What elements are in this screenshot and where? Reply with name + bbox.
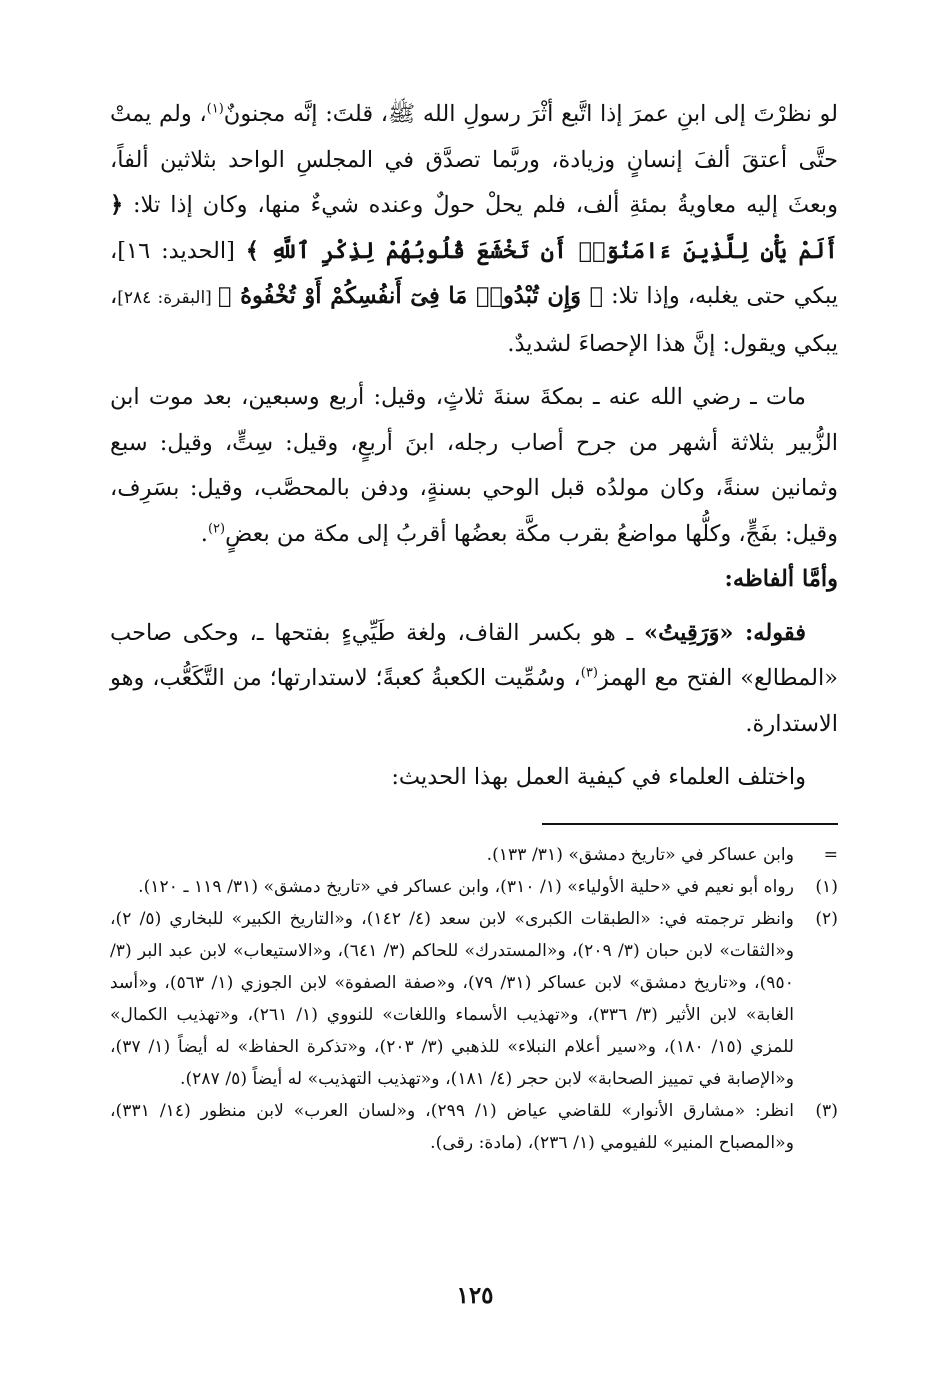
footnote-ref-2[interactable]: (٢) [207,521,226,536]
footnote-number: (٢) [815,908,838,929]
bold-lead: فقوله: «وَرَقِيتُ» [644,619,806,646]
paragraph-death [110,375,838,557]
footnote-separator [542,823,838,825]
footnote-item [110,871,838,903]
page-body [110,92,838,1159]
paragraph-text: ، يبكي حتى يغلبه، وإذا تلا: [110,237,838,309]
footnote-separator-wrap [110,801,838,839]
section-heading: وأمَّا ألفاظه: [724,566,838,592]
footnote-text: انظر: «مشارق الأنوار» للقاضي عياض (١/ ٢٩٩)، و«لسان العرب» لابن منظور (١٤/ ٣٣١)، و«المصباح المنير» للفيومي (١/ ٢٣٦)، (مادة: رقى). [110,1100,794,1153]
paragraph-words [110,611,838,748]
footnote-number: (١) [815,876,838,897]
footnote-number: (٣) [815,1100,838,1121]
footnotes [110,839,838,1159]
footnote-item [110,839,838,871]
paragraph-text: ، يبكي ويقول: إنَّ هذا الإحصاءَ لشديدٌ. [110,283,838,357]
footnote-ref-1[interactable]: (١) [206,101,224,117]
footnote-text: وانظر ترجمته في: «الطبقات الكبرى» لابن سعد (٤/ ١٤٢)، و«التاريخ الكبير» للبخاري (٥/ ٢)، و«الثقات» لابن حبان (٣/ ٢٠٩)، و«المستدرك» للحاكم (٣/ ٦٤١)، و«الاستيعاب» لابن عبد البر (٣/ ٩٥٠)، و«تاريخ دمشق» لابن عساكر (٣١/ ٧٩)، و«صفة الصفوة» لابن الجوزي (١/ ٥٦٣)، و«أسد الغابة» لابن الأثير (٣/ ٣٣٦)، و«تهذيب الأسماء واللغات» للنووي (١/ ٢٦١)، و«تهذيب الكمال» للمزي (١٥/ ١٨٠)، و«سير أعلام النبلاء» للذهبي (٣/ ٢٠٣)، و«تذكرة الحفاظ» له أيضاً (١/ ٣٧)، و«الإصابة في تمييز الصحابة» لابن حجر (٤/ ١٨١)، و«تهذيب التهذيب» له أيضاً (٥/ ٢٨٧). [110,908,795,1089]
paragraph-scholars: واختلف العلماء في كيفية العمل بهذا الحديث: [391,764,806,790]
quran-reference: [البقرة: ٢٨٤] [117,288,219,308]
footnote-item [110,1095,838,1159]
paragraph-text: ، وسُمِّيت الكعبةُ كعبةً؛ لاستدارتها؛ من التَّكَعُّب، وهو الاستدارة. [110,665,838,737]
quran-verse: ﴿ وَإِن تُبْدُوا۟ مَا فِىٓ أَنفُسِكُمْ أَوْ تُخْفُوهُ ﴾ [218,283,604,309]
paragraph-text: ـ هو بكسر القاف، ولغة طَيِّيءٍ بفتحها ـ، وحكى صاحب «المطالع» الفتح مع الهمز [110,619,838,691]
page-number: ١٢٥ [456,1282,494,1309]
paragraph-text: . [200,520,208,547]
paragraph-biography [110,92,838,367]
quran-reference: [الحديد: ١٦] [117,237,246,264]
footnote-number: = [823,844,838,865]
paragraph-text: ، ولم يمتْ حتَّى أعتقَ ألفَ إنسانٍ وزيادة، وربَّما تصدَّق في المجلسِ الواحد بثلاثين ألفاً، وبعثَ إليه معاويةُ بمئةِ ألف، فلم يحلْ حولٌ وعنده شيءٌ منها، وكان إذا تلا: [110,101,838,218]
paragraph-text: مات ـ رضي الله عنه ـ بمكةَ سنةَ ثلاثٍ، وقيل: أربع وسبعين، بعد موت ابن الزُّبير بثلاثة أشهر من جرح أصاب رجله، ابنَ أربعٍ، وقيل: سِتٍّ، وقيل: سبع وثمانين سنةً، وكان مولدُه قبل الوحي بسنةٍ، ودفن بالمحصَّب، وقيل: بسَرِف، وقيل: بفَجٍّ، وكلُّها مواضعُ بقرب مكَّة بعضُها أقربُ إلى مكة من بعضٍ [110,384,838,547]
footnote-text: وابن عساكر في «تاريخ دمشق» (٣١/ ١٣٣). [486,844,794,865]
footnote-ref-3[interactable]: (٣) [580,665,598,681]
footnote-item [110,903,838,1095]
paragraph-text: لو نظرْتَ إلى ابنِ عمرَ إذا اتَّبع أثْرَ رسولِ الله ﷺ، قلتَ: إنَّه مجنونٌ [223,101,838,127]
footnote-text: رواه أبو نعيم في «حلية الأولياء» (١/ ٣١٠)، وابن عساكر في «تاريخ دمشق» (٣١/ ١١٩ ـ ١٢٠). [138,876,794,897]
quran-verse: ﴿ أَلَمْ يَأْنِ لِلَّذِينَ ءَامَنُوٓا۟ أَن تَخْشَعَ قُلُوبُهُمْ لِذِكْرِ ٱللَّهِ ﴾ [110,192,838,264]
